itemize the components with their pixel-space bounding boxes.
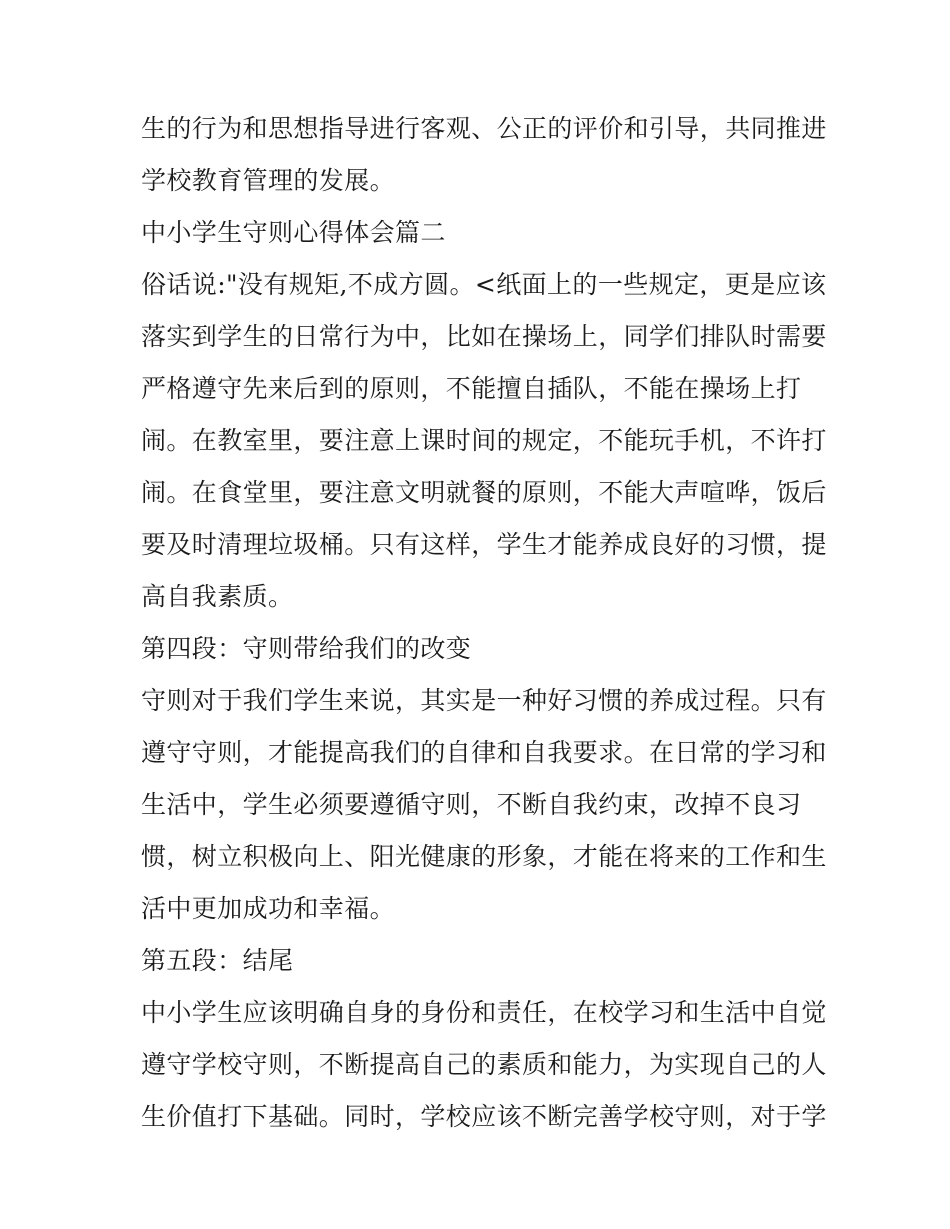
section-heading: 第四段：守则带给我们的改变 (141, 634, 472, 663)
section-heading: 第五段：结尾 (141, 946, 294, 975)
paragraph-line: 闹。在食堂里，要注意文明就餐的原则，不能大声喧哗，饭后 (141, 478, 827, 507)
paragraph-line: 遵守守则，才能提高我们的自律和自我要求。在日常的学习和 (141, 738, 827, 767)
paragraph-line: 生活中，学生必须要遵循守则，不断自我约束，改掉不良习 (141, 790, 802, 819)
paragraph-line: 遵守学校守则，不断提高自己的素质和能力，为实现自己的人 (141, 1050, 827, 1079)
paragraph-line: 高自我素质。 (141, 582, 294, 611)
paragraph-line: 俗话说:"没有规矩,不成方圆。<纸面上的一些规定，更是应该 (141, 270, 827, 299)
paragraph-line: 要及时清理垃圾桶。只有这样，学生才能养成良好的习惯，提 (141, 530, 827, 559)
paragraph-line: 生价值打下基础。同时，学校应该不断完善学校守则，对于学 (141, 1102, 827, 1131)
paragraph-line: 活中更加成功和幸福。 (141, 894, 396, 923)
paragraph-line: 严格遵守先来后到的原则，不能擅自插队，不能在操场上打 (141, 374, 802, 403)
paragraph-line: 闹。在教室里，要注意上课时间的规定，不能玩手机，不许打 (141, 426, 827, 455)
paragraph-line: 守则对于我们学生来说，其实是一种好习惯的养成过程。只有 (141, 686, 827, 715)
paragraph-line: 落实到学生的日常行为中，比如在操场上，同学们排队时需要 (141, 322, 827, 351)
paragraph-line: 中小学生应该明确自身的身份和责任，在校学习和生活中自觉 (141, 998, 827, 1027)
section-heading: 中小学生守则心得体会篇二 (141, 218, 446, 247)
paragraph-line: 惯，树立积极向上、阳光健康的形象，才能在将来的工作和生 (141, 842, 827, 871)
paragraph-line: 生的行为和思想指导进行客观、公正的评价和引导，共同推进 (141, 114, 827, 143)
paragraph-line: 学校教育管理的发展。 (141, 166, 396, 195)
